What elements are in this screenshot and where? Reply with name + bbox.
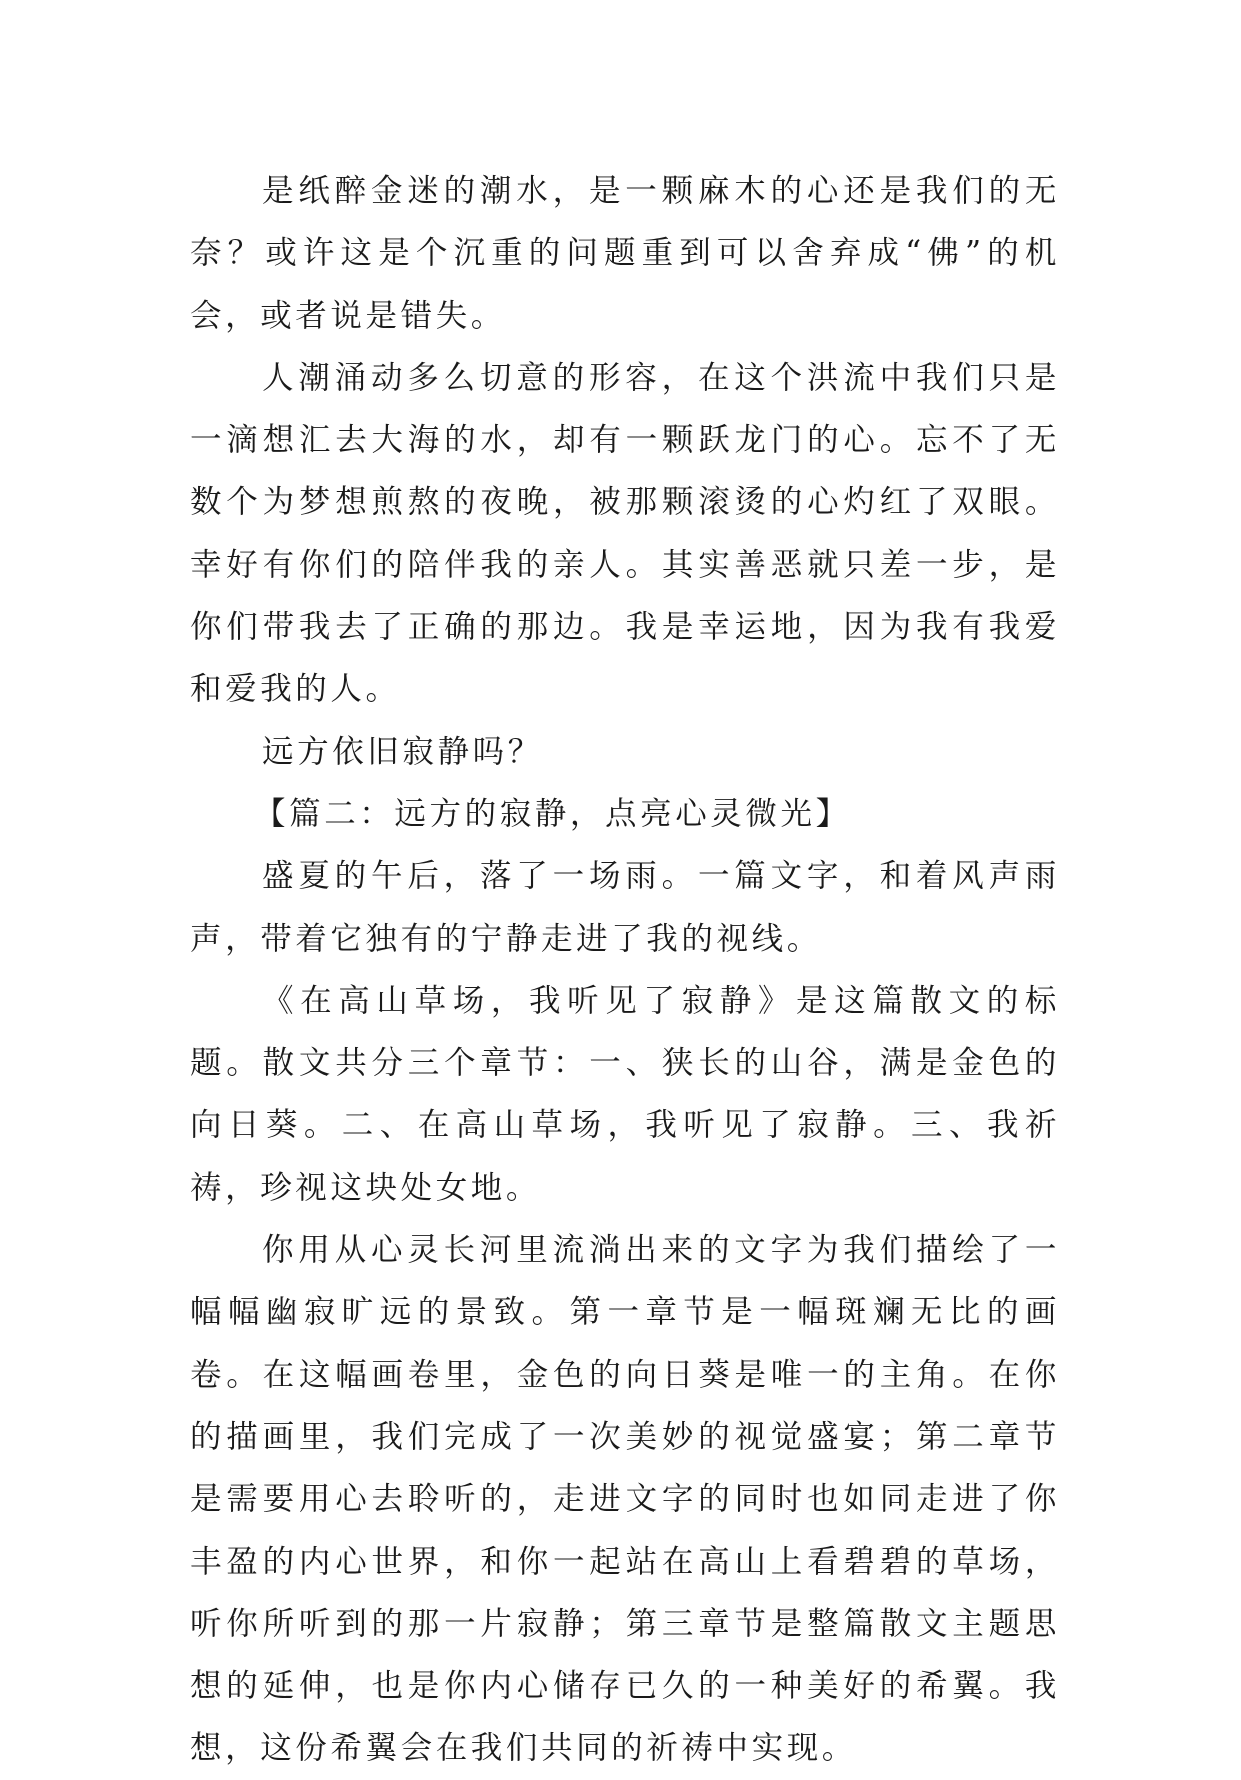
paragraph-1: 是纸醉金迷的潮水，是一颗麻木的心还是我们的无奈？或许这是个沉重的问题重到可以舍弃成“佛”的机会，或者说是错失。 <box>190 173 1060 334</box>
paragraph-4: 盛夏的午后，落了一场雨。一篇文字，和着风声雨声，带着它独有的宁静走进了我的视线。 <box>190 858 1060 957</box>
paragraph-6: 你用从心灵长河里流淌出来的文字为我们描绘了一幅幅幽寂旷远的景致。第一章节是一幅斑斓无比的画卷。在这幅画卷里，金色的向日葵是唯一的主角。在你的描画里，我们完成了一次美妙的视觉盛宴；第二章节是需要用心去聆听的，走进文字的同时也如同走进了你丰盈的内心世界，和你一起站在高山上看碧碧的草场，听你所听到的那一片寂静；第三章节是整篇散文主题思想的延伸，也是你内心储存已久的一种美好的希翼。我想，这份希翼会在我们共同的祈祷中实现。 <box>190 1232 1060 1767</box>
section-heading: 【篇二：远方的寂静，点亮心灵微光】 <box>254 795 851 832</box>
paragraph-3: 远方依旧寂静吗？ <box>262 733 543 770</box>
paragraph-2: 人潮涌动多么切意的形容，在这个洪流中我们只是一滴想汇去大海的水，却有一颗跃龙门的心。忘不了无数个为梦想煎熬的夜晚，被那颗滚烫的心灼红了双眼。幸好有你们的陪伴我的亲人。其实善恶就只差一步，是你们带我去了正确的那边。我是幸运地，因为我有我爱和爱我的人。 <box>190 359 1060 708</box>
document-body <box>190 160 1060 1780</box>
paragraph-5: 《在高山草场，我听见了寂静》是这篇散文的标题。散文共分三个章节：一、狭长的山谷，满是金色的向日葵。二、在高山草场，我听见了寂静。三、我祈祷，珍视这块处女地。 <box>190 982 1060 1206</box>
